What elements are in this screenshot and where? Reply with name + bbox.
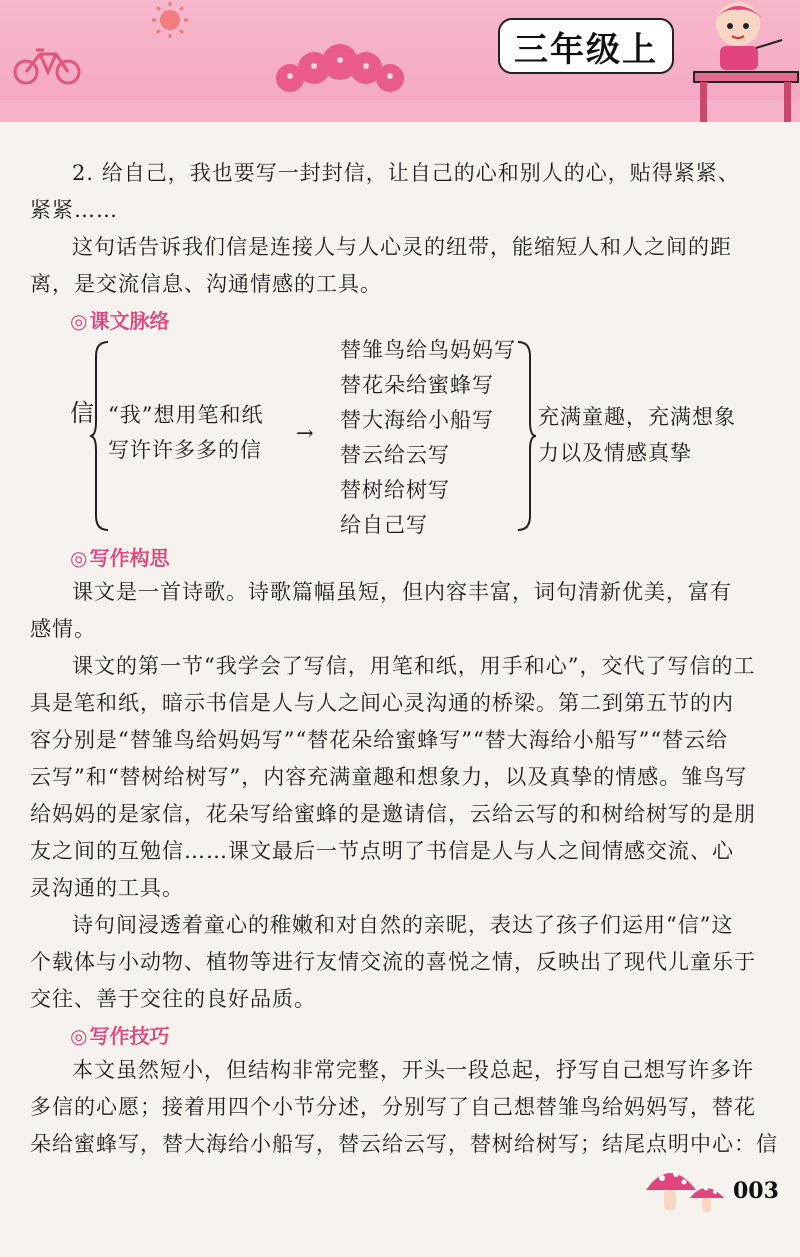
explain-line: 离，是交流信息、沟通情感的工具。 (30, 272, 382, 296)
bicycle-icon (12, 44, 82, 86)
structure-left-line: 写许许多多的信 (108, 438, 262, 462)
idea-line: 课文是一首诗歌。诗歌篇幅虽短，但内容丰富，词句清新优美，富有 (72, 580, 732, 604)
structure-heading-text: 课文脉络 (89, 309, 170, 333)
tech-line: 朵给蜜蜂写，替大海给小船写，替云给云写，替树给树写；结尾点明中心：信 (30, 1132, 778, 1156)
structure-arrow: → (296, 421, 315, 445)
tech-line: 多信的心愿；接着用四个小节分述，分别写了自己想替雏鸟给妈妈写，替花 (30, 1095, 756, 1119)
page-number: 003 (733, 1178, 779, 1204)
idea-line: 容分别是“替雏鸟给妈妈写”“替花朵给蜜蜂写”“替大海给小船写”“替云给 (30, 728, 729, 752)
idea-line: 云写”和“替树给树写”，内容充满童趣和想象力，以及真挚的情感。雏鸟写 (30, 765, 748, 789)
tech-heading-text: 写作技巧 (89, 1024, 170, 1048)
idea-line: 个载体与小动物、植物等进行友情交流的喜悦之情，反映出了现代儿童乐于 (30, 950, 756, 974)
idea-line: 交往、善于交往的良好品质。 (30, 987, 316, 1011)
idea-heading-text: 写作构思 (89, 546, 170, 570)
circle-mark-icon: ◎ (70, 1024, 88, 1048)
intro-line: 2. 给自己，我也要写一封封信，让自己的心和别人的心，贴得紧紧、 (72, 161, 740, 185)
sun-icon (140, 0, 200, 46)
intro-block (30, 155, 778, 303)
idea-line: 具是笔和纸，暗示书信是人与人之间心灵沟通的桥梁。第二到第五节的内 (30, 691, 734, 715)
intro-line: 紧紧…… (30, 198, 118, 222)
idea-heading (70, 542, 169, 571)
idea-line: 诗句间浸透着童心的稚嫩和对自然的亲昵，表达了孩子们运用“信”这 (72, 913, 734, 937)
structure-item: 替大海给小船写 (340, 408, 494, 432)
structure-item: 给自己写 (340, 513, 428, 537)
circle-mark-icon: ◎ (70, 546, 88, 570)
idea-line: 给妈妈的是家信，花朵写给蜜蜂的是邀请信，云给云写的和树给树写的是朋 (30, 802, 756, 826)
structure-item: 替花朵给蜜蜂写 (340, 373, 494, 397)
tech-line: 本文虽然短小，但结构非常完整，开头一段总起，抒写自己想写许多许 (72, 1058, 754, 1082)
idea-line: 友之间的互勉信……课文最后一节点明了书信是人与人之间情感交流、心 (30, 839, 734, 863)
right-brace (514, 340, 536, 532)
grade-label: 三年级上 (498, 18, 674, 74)
structure-left-line: “我”想用笔和纸 (108, 403, 264, 427)
structure-item: 替树给树写 (340, 478, 450, 502)
structure-root: 信 (70, 399, 95, 427)
structure-right-line: 充满童趣，充满想象 (538, 405, 736, 429)
idea-line: 感情。 (30, 617, 96, 641)
idea-line: 课文的第一节“我学会了写信，用笔和纸，用手和心”，交代了写信的工 (72, 654, 756, 678)
structure-right-line: 力以及情感真挚 (538, 441, 692, 465)
circle-mark-icon: ◎ (70, 309, 88, 333)
tech-body (30, 1052, 778, 1163)
child-at-desk-illustration (686, 0, 800, 130)
structure-item: 替雏鸟给鸟妈妈写 (340, 338, 516, 362)
tech-heading (70, 1020, 169, 1049)
structure-heading (70, 305, 169, 334)
idea-body (30, 574, 778, 1018)
header-strip (0, 100, 800, 122)
explain-line: 这句话告诉我们信是连接人与人心灵的纽带，能缩短人和人之间的距 (72, 235, 732, 259)
structure-item: 替云给云写 (340, 443, 450, 467)
idea-line: 灵沟通的工具。 (30, 876, 184, 900)
mushroom-icon (640, 1160, 730, 1220)
flower-cluster-icon (270, 38, 410, 96)
